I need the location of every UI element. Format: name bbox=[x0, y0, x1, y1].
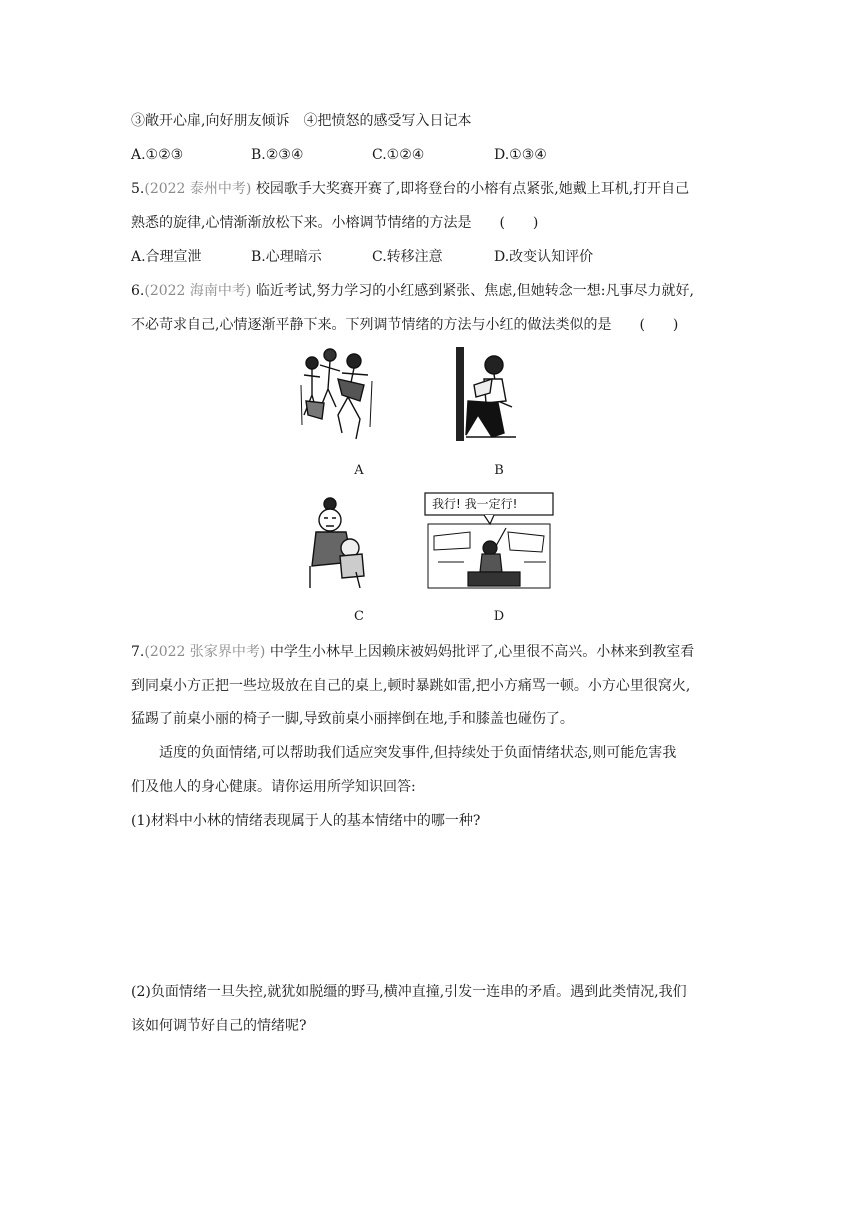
q7-source: (2022 张家界中考) bbox=[144, 644, 266, 660]
q7-stem-line1 bbox=[131, 642, 694, 662]
q6-stem-line1 bbox=[131, 281, 694, 301]
q7-stem-line3: 猛踢了前桌小丽的椅子一脚,导致前桌小丽摔倒在地,手和膝盖也碰伤了。 bbox=[131, 711, 574, 727]
q5-option-b[interactable]: B.心理暗示 bbox=[251, 249, 322, 265]
q5-option-c[interactable]: C.转移注意 bbox=[372, 249, 443, 265]
caption-b: B bbox=[494, 463, 504, 478]
image-c-mother-with-baby[interactable] bbox=[306, 492, 370, 590]
q4-option-d[interactable]: D.①③④ bbox=[494, 147, 547, 163]
q5-number: 5. bbox=[131, 181, 145, 197]
q5-option-a[interactable]: A.合理宣泄 bbox=[131, 249, 202, 265]
q4-option-b[interactable]: B.②③④ bbox=[251, 147, 304, 163]
q5-text: 校园歌手大奖赛开赛了,即将登台的小榕有点紧张,她戴上耳机,打开自己 bbox=[251, 181, 690, 197]
image-d-self-encouragement[interactable] bbox=[424, 492, 554, 590]
q6-number: 6. bbox=[131, 283, 145, 299]
speech-bubble-text: 我行! 我一定行! bbox=[432, 497, 518, 511]
q4-option-c[interactable]: C.①②④ bbox=[372, 147, 425, 163]
q6-text: 临近考试,努力学习的小红感到紧张、焦虑,但她转念一想:凡事尽力就好, bbox=[251, 283, 694, 299]
q5-stem-line2: 熟悉的旋律,心情渐渐放松下来。小榕调节情绪的方法是 ( ) bbox=[131, 215, 539, 231]
image-a-dancing-group[interactable] bbox=[298, 345, 376, 443]
q7-paragraph-line1: 适度的负面情绪,可以帮助我们适应突发事件,但持续处于负面情绪状态,则可能危害我 bbox=[159, 745, 677, 761]
q4-option-a[interactable]: A.①②③ bbox=[131, 147, 184, 163]
q7-subquestion-2-line1: (2)负面情绪一旦失控,就犹如脱缰的野马,横冲直撞,引发一连串的矛盾。遇到此类情况,我们 bbox=[131, 984, 687, 1000]
q7-subquestion-2-line2: 该如何调节好自己的情绪呢? bbox=[131, 1018, 307, 1034]
caption-a: A bbox=[354, 463, 364, 478]
q7-paragraph-line2: 们及他人的身心健康。请你运用所学知识回答: bbox=[131, 779, 416, 795]
q7-subquestion-1: (1)材料中小林的情绪表现属于人的基本情绪中的哪一种? bbox=[131, 813, 481, 829]
q5-stem-line1 bbox=[131, 179, 689, 199]
caption-d: D bbox=[493, 609, 505, 624]
q4-items-continued: ③敞开心扉,向好朋友倾诉 ④把愤怒的感受写入日记本 bbox=[131, 113, 472, 129]
q5-option-d[interactable]: D.改变认知评价 bbox=[494, 249, 594, 265]
q7-text: 中学生小林早上因赖床被妈妈批评了,心里很不高兴。小林来到教室看 bbox=[265, 644, 695, 660]
image-b-girl-reading[interactable] bbox=[454, 345, 524, 443]
q5-source: (2022 泰州中考) bbox=[144, 181, 252, 197]
q7-number: 7. bbox=[131, 644, 145, 660]
q6-stem-line2: 不必苛求自己,心情逐渐平静下来。下列调节情绪的方法与小红的做法类似的是 ( ) bbox=[131, 317, 679, 333]
q6-source: (2022 海南中考) bbox=[144, 283, 252, 299]
caption-c: C bbox=[354, 609, 364, 624]
q7-stem-line2: 到同桌小方正把一些垃圾放在自己的桌上,顿时暴跳如雷,把小方痛骂一顿。小方心里很窝火, bbox=[131, 678, 691, 694]
